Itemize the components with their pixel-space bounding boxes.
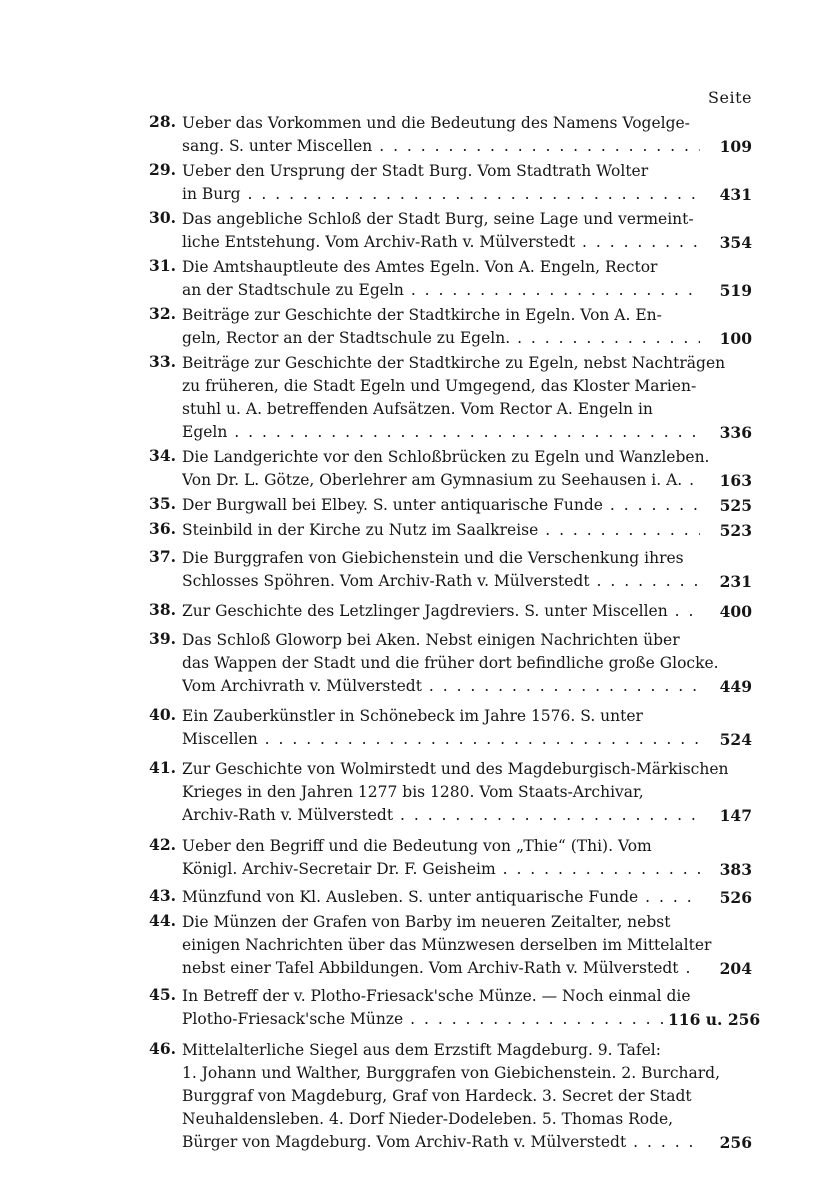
entry-number: 46.: [149, 1039, 176, 1058]
toc-entry: [136, 985, 761, 1031]
entry-page-number: 525: [719, 496, 752, 515]
entry-text: liche Entstehung. Vom Archiv-Rath v. Mülverstedt . . .: [182, 231, 700, 254]
entry-spacer: [136, 751, 752, 758]
entry-number: 33.: [149, 352, 176, 371]
entry-text: Steinbild in der Kirche zu Nutz im Saalkreise . . .: [182, 519, 700, 542]
entry-line: [182, 957, 752, 980]
entry-line: [182, 758, 752, 781]
toc-entry: [136, 446, 752, 492]
entry-page-number: 524: [719, 730, 752, 749]
toc-entry: [136, 629, 752, 698]
entry-text: Das Schloß Gloworp bei Aken. Nebst einigen Nachrichten über: [182, 631, 680, 649]
entry-line: [182, 519, 752, 542]
entry-line: [182, 629, 752, 652]
entry-text: stuhl u. A. betreffenden Aufsätzen. Vom Rector A. Engeln in: [182, 400, 653, 418]
entry-spacer: [136, 698, 752, 705]
entry-text: Miscellen . . .: [182, 728, 700, 751]
toc-entry: [136, 547, 752, 593]
entry-line: [182, 375, 752, 398]
entry-text: nebst einer Tafel Abbildungen. Vom Archiv-Rath v. Mülverstedt . . .: [182, 957, 700, 980]
entry-page-number: 336: [719, 423, 752, 442]
entry-number: 44.: [149, 911, 176, 930]
entry-text: Burggraf von Magdeburg, Graf von Hardeck. 3. Secret der Stadt: [182, 1087, 692, 1105]
entry-line: [182, 570, 752, 593]
entry-page-number: 116 u. 256: [668, 1010, 761, 1029]
entry-line: [182, 208, 752, 231]
entry-text: Der Burgwall bei Elbey. S. unter antiquarische Funde . . .: [182, 494, 700, 517]
toc-entry: [136, 494, 752, 517]
entry-text: Münzfund von Kl. Ausleben. S. unter antiquarische Funde . . .: [182, 886, 700, 909]
entry-line: [182, 1108, 752, 1131]
entry-text: Ein Zauberkünstler in Schönebeck im Jahre 1576. S. unter: [182, 707, 643, 725]
toc-entry: [136, 886, 752, 909]
entry-text: Egeln . . .: [182, 421, 700, 444]
entry-line: [182, 231, 752, 254]
entry-line: [182, 985, 752, 1008]
entry-line: [182, 858, 752, 881]
entry-line: [182, 1008, 761, 1031]
toc-entry: [136, 1039, 752, 1154]
entry-number: 38.: [149, 600, 176, 619]
entry-line: [182, 804, 752, 827]
entry-line: [182, 1039, 752, 1062]
entry-page-number: 231: [719, 572, 752, 591]
entry-text: In Betreff der v. Plotho-Friesack'sche Münze. — Noch einmal die: [182, 987, 691, 1005]
entry-line: [182, 327, 752, 350]
entry-number: 43.: [149, 886, 176, 905]
entry-text: sang. S. unter Miscellen . . .: [182, 135, 700, 158]
entry-text: Die Amtshauptleute des Amtes Egeln. Von A. Engeln, Rector: [182, 258, 658, 276]
entry-line: [182, 547, 752, 570]
entry-line: [182, 1062, 752, 1085]
entry-number: 34.: [149, 446, 176, 465]
entry-line: [182, 352, 752, 375]
toc-entry: [136, 705, 752, 751]
entry-number: 45.: [149, 985, 176, 1004]
toc-entry: [136, 304, 752, 350]
entry-line: [182, 279, 752, 302]
entry-line: [182, 469, 752, 492]
entry-line: [182, 781, 752, 804]
entry-text: Zur Geschichte des Letzlinger Jagdreviers. S. unter Miscellen . . .: [182, 600, 700, 623]
entry-text: Beiträge zur Geschichte der Stadtkirche in Egeln. Von A. En-: [182, 306, 662, 324]
entry-text: Ueber den Ursprung der Stadt Burg. Vom Stadtrath Wolter: [182, 162, 649, 180]
entry-text: Von Dr. L. Götze, Oberlehrer am Gymnasium zu Seehausen i. A. . . .: [182, 469, 700, 492]
entry-line: [182, 934, 752, 957]
entry-text: Zur Geschichte von Wolmirstedt und des Magdeburgisch-Märkischen: [182, 760, 729, 778]
entry-line: [182, 256, 752, 279]
toc-entry: [136, 911, 752, 980]
entry-page-number: 256: [719, 1133, 752, 1152]
entry-text: Neuhaldensleben. 4. Dorf Nieder-Dodeleben. 5. Thomas Rode,: [182, 1110, 674, 1128]
entry-spacer: [136, 593, 752, 600]
toc-entry: [136, 208, 752, 254]
toc-entry: [136, 352, 752, 444]
entry-line: [182, 600, 752, 623]
entry-number: 29.: [149, 160, 176, 179]
entry-text: Vom Archivrath v. Mülverstedt . . .: [182, 675, 700, 698]
entry-number: 36.: [149, 519, 176, 538]
entry-text: Bürger von Magdeburg. Vom Archiv-Rath v. Mülverstedt . . .: [182, 1131, 700, 1154]
table-of-contents: [136, 112, 761, 1156]
toc-entry: [136, 112, 752, 158]
entry-line: [182, 421, 752, 444]
entry-page-number: 523: [719, 521, 752, 540]
entry-page-number: 526: [719, 888, 752, 907]
entry-spacer: [136, 827, 752, 835]
entry-spacer: [136, 1154, 752, 1156]
entry-page-number: 109: [719, 137, 752, 156]
entry-text: einigen Nachrichten über das Münzwesen derselben im Mittelalter: [182, 936, 712, 954]
entry-line: [182, 304, 752, 327]
entry-text: Ueber den Begriff und die Bedeutung von „Thie“ (Thi). Vom: [182, 837, 652, 855]
entry-page-number: 147: [719, 806, 752, 825]
entry-text: Beiträge zur Geschichte der Stadtkirche zu Egeln, nebst Nachträgen: [182, 354, 726, 372]
entry-page-number: 204: [719, 959, 752, 978]
entry-line: [182, 911, 752, 934]
entry-page-number: 354: [719, 233, 752, 252]
entry-number: 35.: [149, 494, 176, 513]
toc-entry: [136, 600, 752, 623]
entry-text: in Burg . . .: [182, 183, 700, 206]
entry-text: Krieges in den Jahren 1277 bis 1280. Vom Staats-Archivar,: [182, 783, 644, 801]
entry-page-number: 400: [719, 602, 752, 621]
entry-line: [182, 160, 752, 183]
toc-entry: [136, 835, 752, 881]
entry-text: Mittelalterliche Siegel aus dem Erzstift Magdeburg. 9. Tafel:: [182, 1041, 661, 1059]
entry-spacer: [136, 1031, 752, 1039]
page-column-header: Seite: [708, 88, 752, 107]
entry-line: [182, 446, 752, 469]
entry-text: 1. Johann und Walther, Burggrafen von Giebichenstein. 2. Burchard,: [182, 1064, 721, 1082]
toc-entry: [136, 160, 752, 206]
entry-line: [182, 494, 752, 517]
entry-line: [182, 705, 752, 728]
entry-number: 40.: [149, 705, 176, 724]
entry-line: [182, 183, 752, 206]
entry-line: [182, 112, 752, 135]
entry-number: 41.: [149, 758, 176, 777]
entry-number: 39.: [149, 629, 176, 648]
entry-line: [182, 675, 752, 698]
entry-line: [182, 135, 752, 158]
entry-line: [182, 1085, 752, 1108]
entry-text: Die Landgerichte vor den Schloßbrücken zu Egeln und Wanzleben.: [182, 448, 710, 466]
entry-text: Schlosses Spöhren. Vom Archiv-Rath v. Mülverstedt . . .: [182, 570, 700, 593]
entry-text: zu früheren, die Stadt Egeln und Umgegend, das Kloster Marien-: [182, 377, 697, 395]
entry-line: [182, 398, 752, 421]
entry-number: 28.: [149, 112, 176, 131]
entry-text: Plotho-Friesack'sche Münze . . .: [182, 1008, 664, 1031]
entry-number: 30.: [149, 208, 176, 227]
entry-page-number: 100: [719, 329, 752, 348]
entry-number: 32.: [149, 304, 176, 323]
entry-text: geln, Rector an der Stadtschule zu Egeln. . . .: [182, 327, 700, 350]
entry-page-number: 449: [719, 677, 752, 696]
entry-page-number: 383: [719, 860, 752, 879]
entry-text: das Wappen der Stadt und die früher dort befindliche große Glocke.: [182, 654, 719, 672]
entry-number: 37.: [149, 547, 176, 566]
entry-line: [182, 652, 752, 675]
entry-line: [182, 1131, 752, 1154]
entry-text: Die Burggrafen von Giebichenstein und die Verschenkung ihres: [182, 549, 684, 567]
entry-line: [182, 728, 752, 751]
entry-text: an der Stadtschule zu Egeln . . .: [182, 279, 700, 302]
toc-entry: [136, 519, 752, 542]
entry-page-number: 163: [719, 471, 752, 490]
entry-line: [182, 835, 752, 858]
entry-number: 42.: [149, 835, 176, 854]
entry-page-number: 519: [719, 281, 752, 300]
toc-entry: [136, 256, 752, 302]
entry-number: 31.: [149, 256, 176, 275]
entry-line: [182, 886, 752, 909]
entry-text: Archiv-Rath v. Mülverstedt . . .: [182, 804, 700, 827]
entry-text: Königl. Archiv-Secretair Dr. F. Geisheim . . .: [182, 858, 700, 881]
toc-entry: [136, 758, 752, 827]
entry-text: Ueber das Vorkommen und die Bedeutung des Namens Vogelge-: [182, 114, 690, 132]
entry-text: Das angebliche Schloß der Stadt Burg, seine Lage und vermeint-: [182, 210, 694, 228]
entry-text: Die Münzen der Grafen von Barby im neueren Zeitalter, nebst: [182, 913, 671, 931]
entry-page-number: 431: [719, 185, 752, 204]
